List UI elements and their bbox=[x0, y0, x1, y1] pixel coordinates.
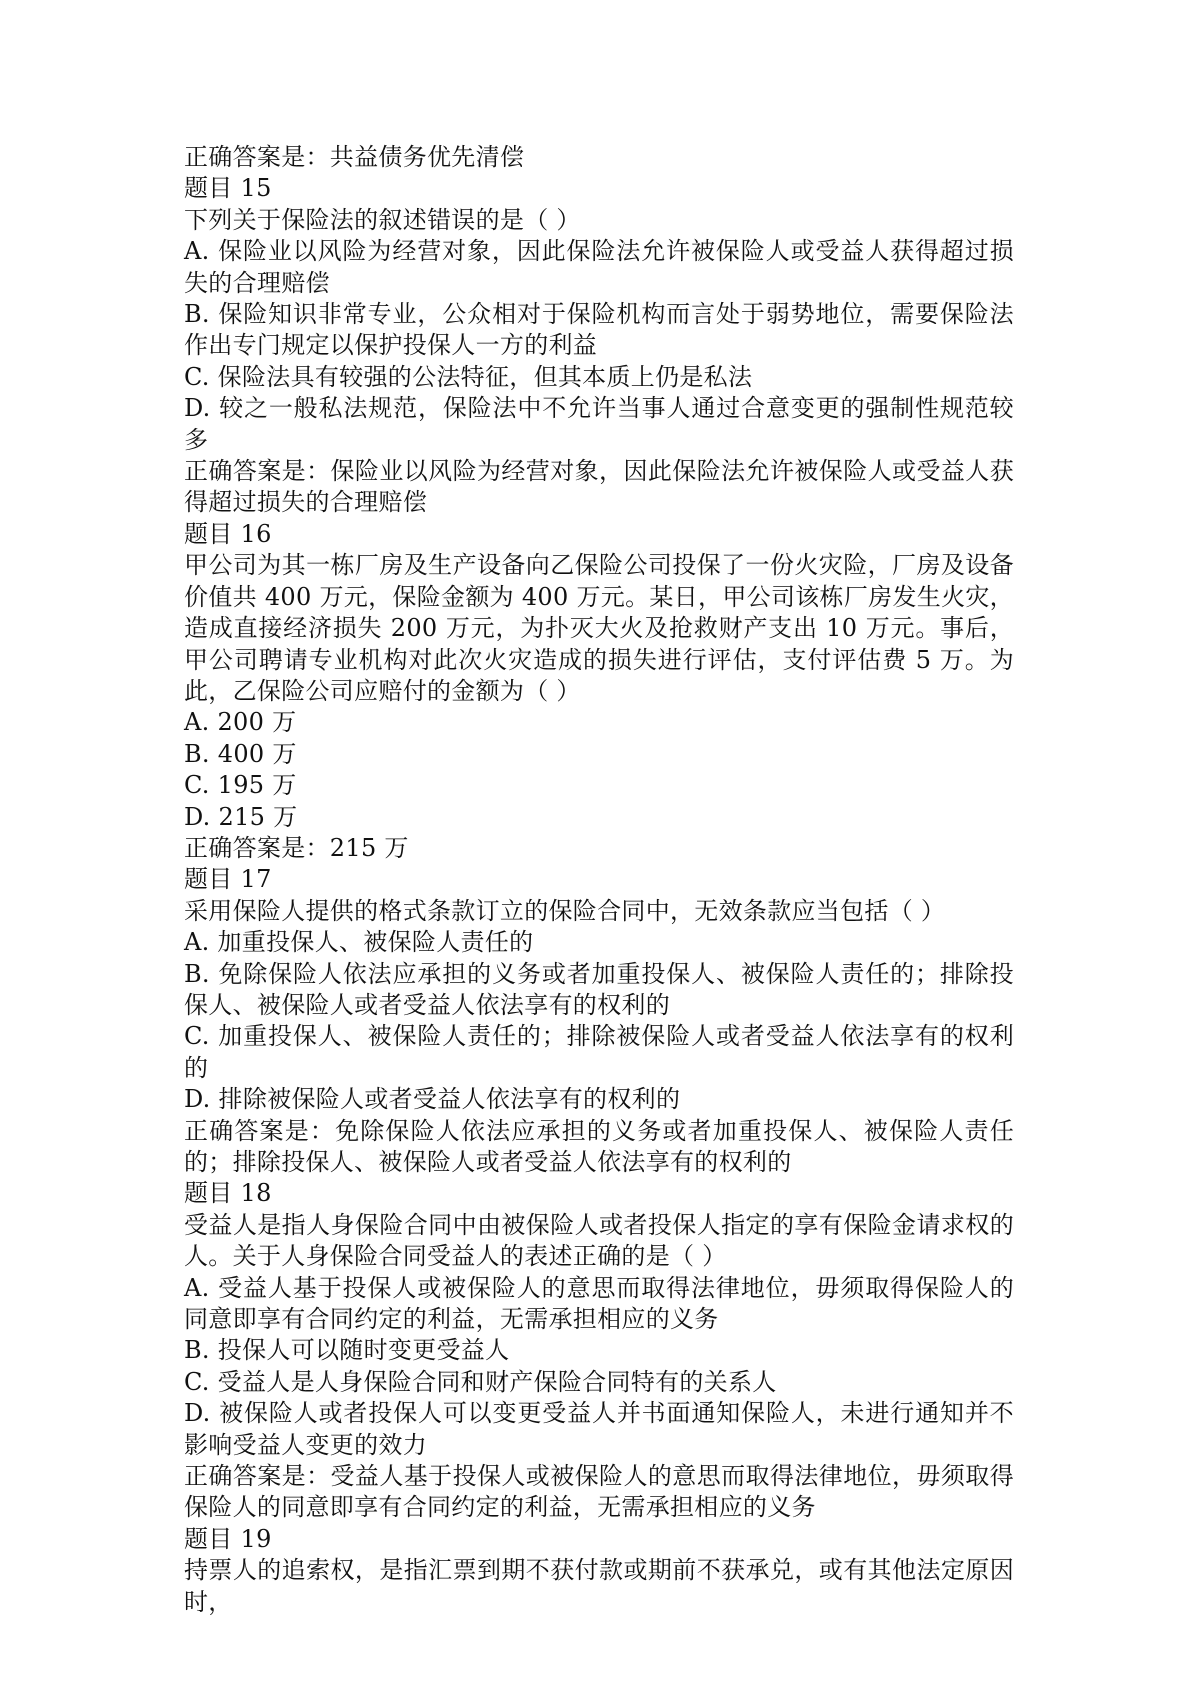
question-text: 甲公司为其一栋厂房及生产设备向乙保险公司投保了一份火灾险，厂房及设备价值共 400 万元，保险金额为 400 万元。某日，甲公司该栋厂房发生火灾，造成直接经济损失 200 万元，为扑灭大火及抢救财产支出 10 万元。事后，甲公司聘请专业机构对此次火灾造成的损失进行评估，支付评估费 5 万。为此，乙保险公司应赔付的金额为（ ） bbox=[184, 551, 1014, 705]
question-heading: 题目 15 bbox=[184, 174, 272, 203]
option-b: B. 400 万 bbox=[184, 739, 297, 768]
question-text: 采用保险人提供的格式条款订立的保险合同中，无效条款应当包括（ ） bbox=[184, 896, 946, 925]
option-a: A. 受益人基于投保人或被保险人的意思而取得法律地位，毋须取得保险人的同意即享有合同约定的利益，无需承担相应的义务 bbox=[184, 1273, 1014, 1334]
answer-line: 正确答案是：受益人基于投保人或被保险人的意思而取得法律地位，毋须取得保险人的同意即享有合同约定的利益，无需承担相应的义务 bbox=[184, 1462, 1014, 1522]
option-c: C. 受益人是人身保险合同和财产保险合同特有的关系人 bbox=[184, 1367, 777, 1396]
option-c: C. 加重投保人、被保险人责任的；排除被保险人或者受益人依法享有的权利的 bbox=[184, 1022, 1014, 1082]
option-a: A. 加重投保人、被保险人责任的 bbox=[184, 928, 534, 957]
option-b: B. 免除保险人依法应承担的义务或者加重投保人、被保险人责任的；排除投保人、被保险人或者受益人依法享有的权利的 bbox=[184, 959, 1014, 1019]
option-d: D. 被保险人或者投保人可以变更受益人并书面通知保险人，未进行通知并不影响受益人变更的效力 bbox=[184, 1399, 1014, 1459]
question-heading: 题目 16 bbox=[184, 519, 272, 548]
option-c: C. 195 万 bbox=[184, 771, 297, 800]
answer-line: 正确答案是：共益债务优先清偿 bbox=[184, 143, 525, 171]
question-text: 受益人是指人身保险合同中由被保险人或者投保人指定的享有保险金请求权的人。关于人身保险合同受益人的表述正确的是（ ） bbox=[184, 1210, 1014, 1271]
option-b: B. 保险知识非常专业，公众相对于保险机构而言处于弱势地位，需要保险法作出专门规定以保护投保人一方的利益 bbox=[184, 300, 1014, 360]
option-a: A. 200 万 bbox=[184, 708, 297, 737]
option-d: D. 较之一般私法规范，保险法中不允许当事人通过合意变更的强制性规范较多 bbox=[184, 394, 1014, 454]
question-text: 持票人的追索权，是指汇票到期不获付款或期前不获承兑，或有其他法定原因时， bbox=[184, 1556, 1014, 1616]
question-heading: 题目 18 bbox=[184, 1179, 272, 1208]
option-d: D. 215 万 bbox=[184, 802, 298, 831]
option-d: D. 排除被保险人或者受益人依法享有的权利的 bbox=[184, 1085, 681, 1114]
option-a: A. 保险业以风险为经营对象，因此保险法允许被保险人或受益人获得超过损失的合理赔偿 bbox=[184, 237, 1014, 297]
answer-line: 正确答案是：215 万 bbox=[184, 833, 409, 862]
question-heading: 题目 19 bbox=[184, 1524, 272, 1553]
option-b: B. 投保人可以随时变更受益人 bbox=[184, 1336, 510, 1365]
question-text: 下列关于保险法的叙述错误的是（ ） bbox=[184, 205, 581, 234]
question-heading: 题目 17 bbox=[184, 865, 272, 894]
document-body bbox=[184, 142, 1014, 1618]
answer-line: 正确答案是：保险业以风险为经营对象，因此保险法允许被保险人或受益人获得超过损失的合理赔偿 bbox=[184, 457, 1014, 517]
answer-line: 正确答案是：免除保险人依法应承担的义务或者加重投保人、被保险人责任的；排除投保人、被保险人或者受益人依法享有的权利的 bbox=[184, 1116, 1014, 1176]
option-c: C. 保险法具有较强的公法特征，但其本质上仍是私法 bbox=[184, 362, 753, 391]
